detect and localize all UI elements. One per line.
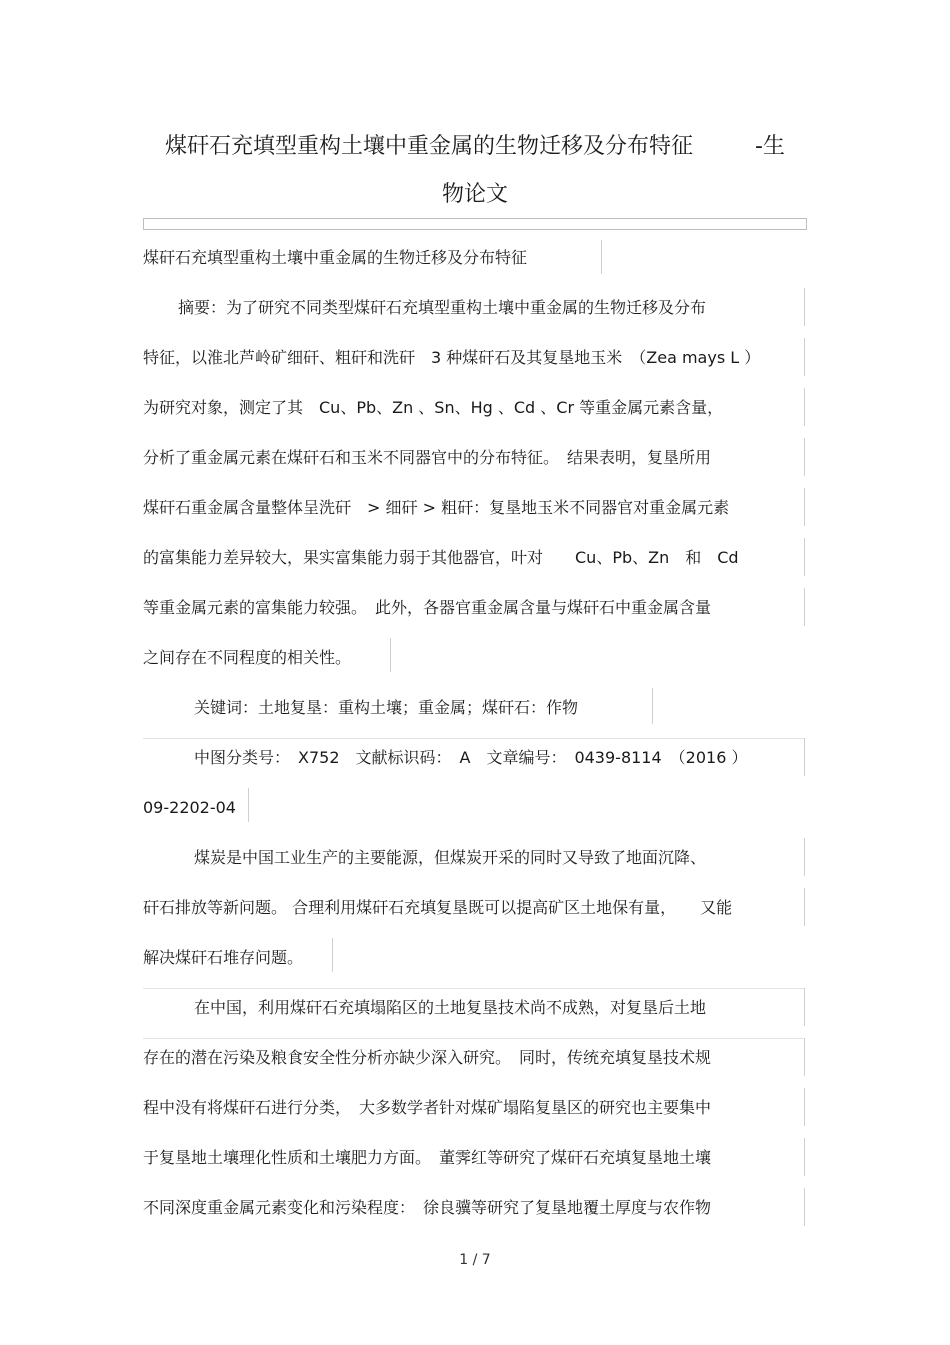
document-title-line2: 物论文 <box>441 182 508 207</box>
keywords: 关键词：土地复垦：重构土壤；重金属；煤矸石：作物 <box>194 698 579 717</box>
cell-border <box>804 1038 805 1076</box>
cell-border <box>804 888 805 926</box>
cell-border <box>652 688 653 724</box>
cell-border <box>804 538 805 576</box>
classification-line: 09-2202-04 <box>143 798 236 817</box>
title-tail: -生 <box>755 134 785 159</box>
body-line: 在中国，利用煤矸石充填塌陷区的土地复垦技术尚不成熟，对复垦后土地 <box>194 998 707 1017</box>
abstract-line: 特征，以淮北芦岭矿细矸、粗矸和洗矸 3 种煤矸石及其复垦地玉米 （Zea mays L ） <box>143 348 761 367</box>
cell-border <box>804 738 805 776</box>
cell-border <box>143 988 804 989</box>
body-line: 于复垦地土壤理化性质和土壤肥力方面。 董霁红等研究了煤矸石充填复垦地土壤 <box>143 1148 712 1167</box>
cell-border <box>804 1088 805 1126</box>
body-line: 存在的潜在污染及粮食安全性分析亦缺少深入研究。 同时，传统充填复垦技术规 <box>143 1048 712 1067</box>
body-line: 煤炭是中国工业生产的主要能源，但煤炭开采的同时又导致了地面沉降、 <box>194 848 707 867</box>
abstract-line: 煤矸石重金属含量整体呈洗矸 > 细矸 > 粗矸：复垦地玉米不同器官对重金属元素 <box>143 498 730 517</box>
abstract-line: 之间存在不同程度的相关性。 <box>143 648 352 667</box>
cell-border <box>804 438 805 476</box>
cell-border <box>390 638 391 672</box>
cell-border <box>248 788 249 822</box>
body-line: 程中没有将煤矸石进行分类， 大多数学者针对煤矿塌陷复垦区的研究也主要集中 <box>143 1098 712 1117</box>
cell-border <box>804 288 805 326</box>
title-divider <box>143 218 807 230</box>
body-line: 不同深度重金属元素变化和污染程度： 徐良骥等研究了复垦地覆土厚度与农作物 <box>143 1198 712 1217</box>
body-line: 解决煤矸石堆存问题。 <box>143 948 304 967</box>
cell-border <box>601 240 602 274</box>
cell-border <box>332 938 333 972</box>
cell-border <box>804 388 805 426</box>
classification-line: 中图分类号： X752 文献标识码： A 文章编号： 0439-8114 （2016 ） <box>194 748 748 767</box>
abstract-line: 分析了重金属元素在煤矸石和玉米不同器官中的分布特征。 结果表明，复垦所用 <box>143 448 712 467</box>
article-subtitle: 煤矸石充填型重构土壤中重金属的生物迁移及分布特征 <box>143 248 528 267</box>
abstract-line: 等重金属元素的富集能力较强。 此外，各器官重金属含量与煤矸石中重金属含量 <box>143 598 712 617</box>
cell-border <box>143 738 804 739</box>
document-title <box>0 132 950 162</box>
body-line: 矸石排放等新问题。 合理利用煤矸石充填复垦既可以提高矿区土地保有量， 又能 <box>143 898 733 917</box>
abstract-line: 为研究对象，测定了其 Cu、Pb、Zn 、Sn、Hg 、Cd 、Cr 等重金属元素含量， <box>143 398 724 417</box>
cell-border <box>804 838 805 876</box>
title-main: 煤矸石充填型重构土壤中重金属的生物迁移及分布特征 <box>165 134 694 159</box>
page-number: 1 / 7 <box>459 1252 491 1268</box>
abstract-line: 的富集能力差异较大，果实富集能力弱于其他器官，叶对 Cu、Pb、Zn 和 Cd <box>143 548 739 567</box>
cell-border <box>804 588 805 626</box>
cell-border <box>804 1138 805 1176</box>
cell-border <box>143 1038 804 1039</box>
abstract-line: 摘要：为了研究不同类型煤矸石充填型重构土壤中重金属的生物迁移及分布 <box>178 298 707 317</box>
cell-border <box>804 988 805 1026</box>
cell-border <box>804 1188 805 1226</box>
cell-border <box>804 488 805 526</box>
cell-border <box>804 338 805 376</box>
